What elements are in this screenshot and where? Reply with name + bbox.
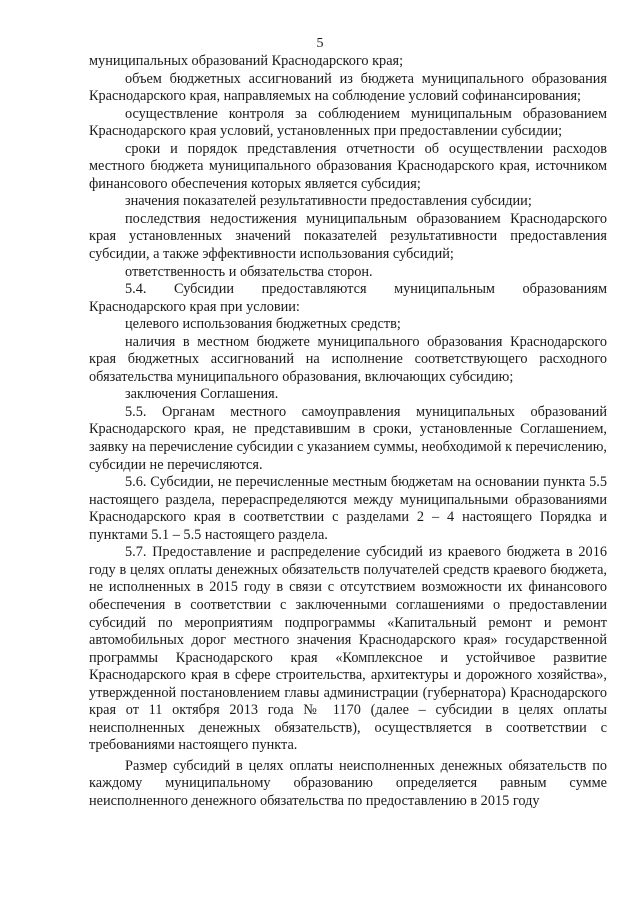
- document-body: [89, 53, 607, 811]
- paragraph-5-5: 5.5. Органам местного самоуправления муниципальных образований Краснодарского края, не представившим в сроки, установленные Соглашением, заявку на перечисление субсидии с указанием суммы, необходимой к перечислению, субсидии не перечисляются.: [89, 403, 607, 473]
- paragraph-5-6: 5.6. Субсидии, не перечисленные местным бюджетам на основании пункта 5.5 настоящего раздела, перераспределяются между муниципальными образованиями Краснодарского края в соответствии с разделами 2 – 4 настоящего Порядка и пунктами 5.1 – 5.5 настоящего раздела.: [89, 474, 607, 543]
- paragraph-continuation: муниципальных образований Краснодарского края;: [89, 53, 404, 69]
- paragraph-indicators: значения показателей результативности предоставления субсидии;: [125, 193, 532, 210]
- page-number: 5: [316, 36, 324, 51]
- paragraph-budget-volume: объем бюджетных ассигнований из бюджета муниципального образования Краснодарского края, направляемых на соблюдение условий софинансирования;: [89, 70, 607, 105]
- paragraph-control: осуществление контроля за соблюдением муниципальным образованием Краснодарского края условий, установленных при предоставлении субсидии;: [89, 105, 607, 140]
- paragraph-consequences: последствия недостижения муниципальным образованием Краснодарского края установленных значений показателей результативности предоставления субсидии, а также эффективности использования субсидий;: [89, 210, 607, 263]
- paragraph-agreement: заключения Соглашения.: [125, 386, 279, 403]
- paragraph-availability: наличия в местном бюджете муниципального образования Краснодарского края бюджетных ассигнований на исполнение соответствующего расходного обязательства муниципального образования, включающих субсидию;: [89, 333, 607, 385]
- paragraph-targeted-use: целевого использования бюджетных средств;: [125, 316, 401, 333]
- paragraph-5-7: 5.7. Предоставление и распределение субсидий из краевого бюджета в 2016 году в целях оплаты денежных обязательств получателей средств краевого бюджета, не исполненных в 2015 году в связи с отсутствием возможности их финансового обеспечения в соответствии с заключенными соглашениями о предоставлении субсидий по мероприятиям подпрограммы «Капитальный ремонт и ремонт автомобильных дорог местного значения Краснодарского края» государственной программы Краснодарского края «Комплексное и устойчивое развитие Краснодарского края в сфере строительства, архитектуры и дорожного хозяйства», утвержденной постановлением главы администрации (губернатора) Краснодарского края от 11 октября 2013 года № 1170 (далее – субсидии в целях оплаты неисполненных денежных обязательств), осуществляется в соответствии с требованиями настоящего пункта.: [89, 544, 607, 754]
- paragraph-subsidy-size: Размер субсидий в целях оплаты неисполненных денежных обязательств по каждому муниципальному образованию определяется равным сумме неисполненного денежного обязательства по предоставлению в 2015 году: [89, 757, 607, 809]
- paragraph-reporting: сроки и порядок представления отчетности об осуществлении расходов местного бюджета муниципального образования Краснодарского края, источником финансового обеспечения которых является субсидия;: [89, 140, 607, 192]
- paragraph-5-4: 5.4. Субсидии предоставляются муниципальным образованиям Краснодарского края при условии:: [89, 281, 607, 315]
- paragraph-responsibility: ответственность и обязательства сторон.: [125, 263, 373, 280]
